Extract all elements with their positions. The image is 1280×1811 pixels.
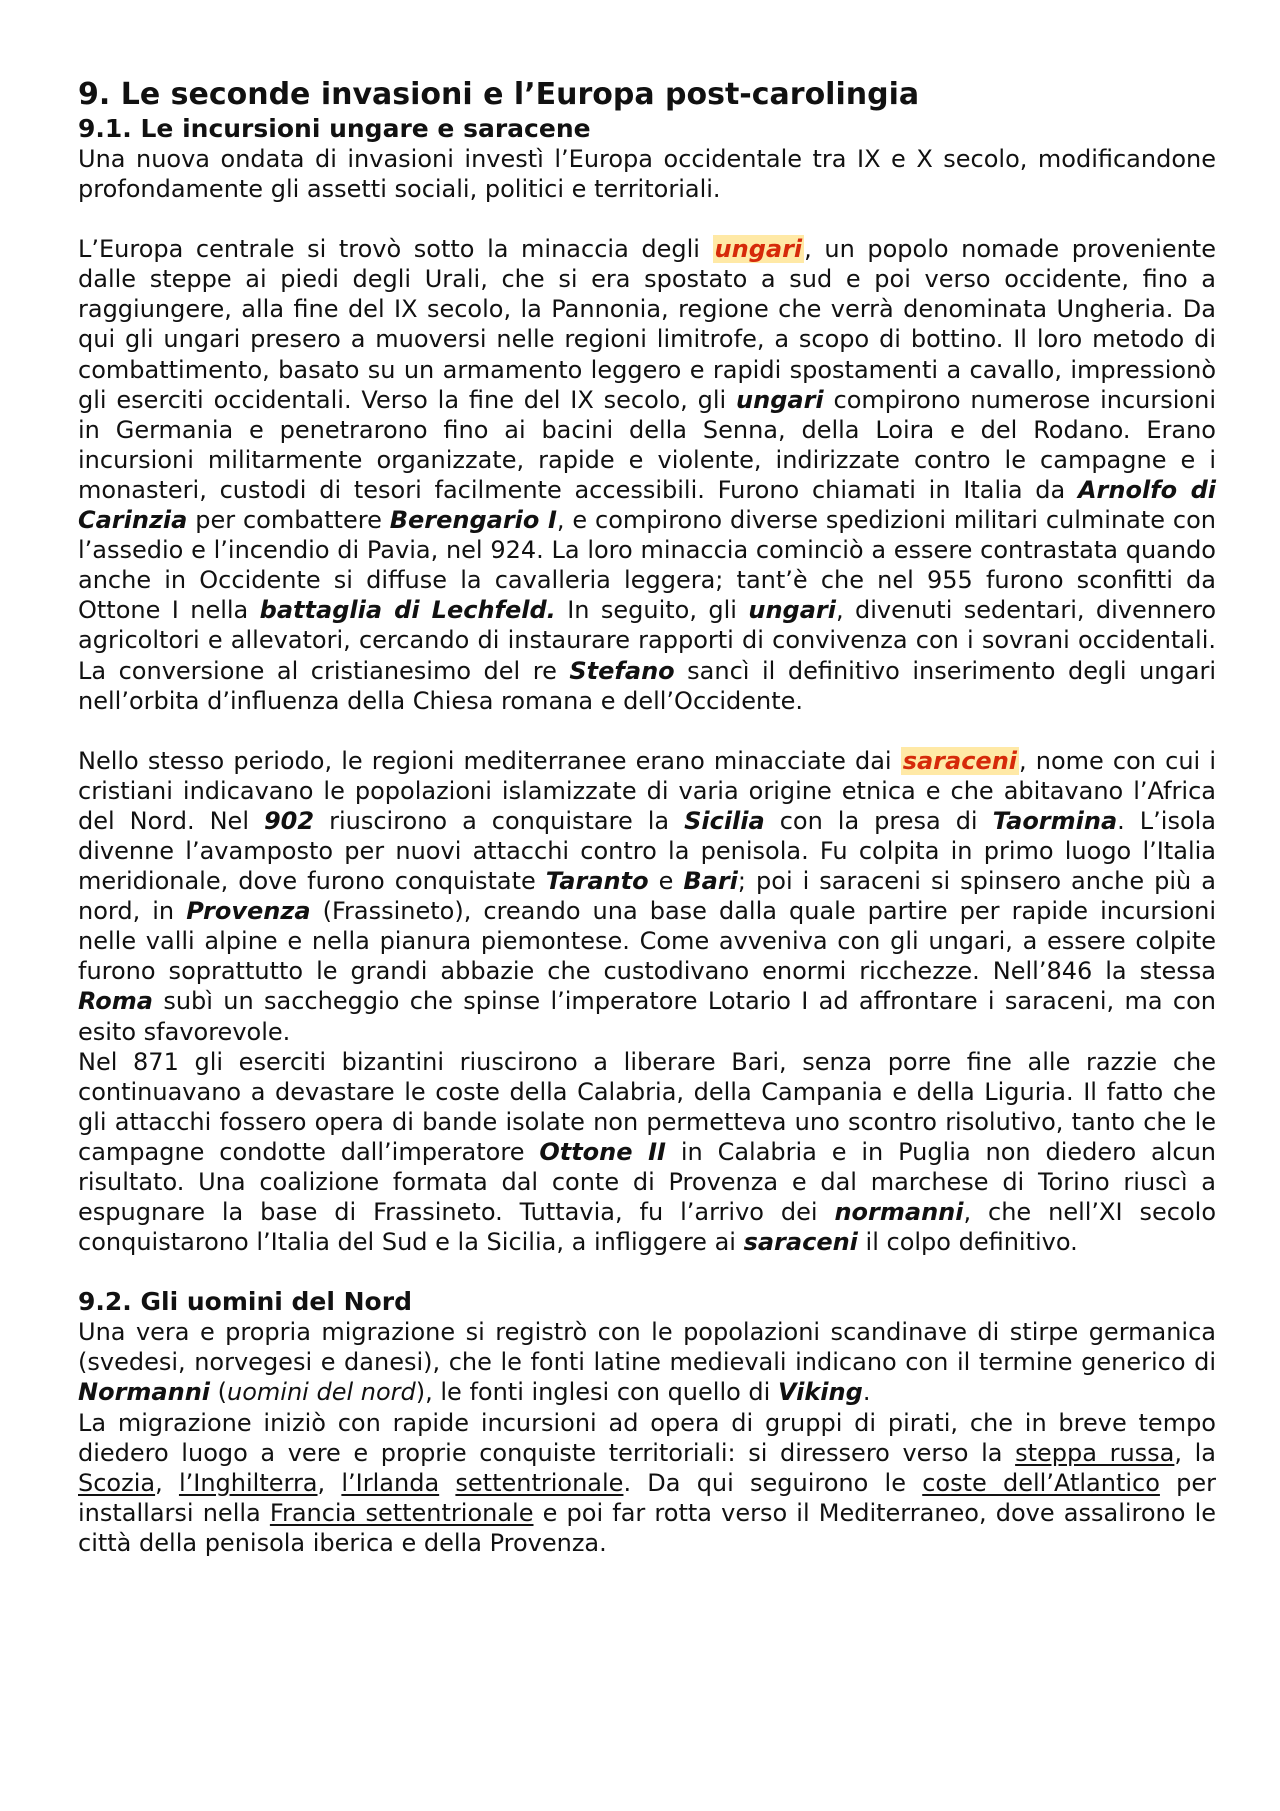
- emphasis-sicilia: Sicilia: [684, 806, 765, 835]
- intro-paragraph: Una nuova ondata di invasioni investì l’Europa occidentale tra IX e X secolo, modificandone profondamente gli assetti sociali, politici e territoriali.: [78, 145, 1216, 204]
- emphasis-saraceni: saraceni: [743, 1228, 858, 1257]
- underline-coste-atlantico: coste dell’Atlantico: [922, 1468, 1160, 1497]
- highlight-saraceni: saraceni: [902, 746, 1018, 775]
- migrazione-paragraph: La migrazione iniziò con rapide incursioni ad opera di gruppi di pirati, che in breve tempo diedero luogo a vere e proprie conquiste territoriali: si diressero verso la steppa russa, la Scozia, l’Inghilterra, l’Irlanda settentrionale. Da qui seguirono le coste dell’Atlantico per installarsi nella Francia settentrionale e poi far rotta verso il Mediterraneo, dove assalirono le città della penisola iberica e della Provenza.: [78, 1408, 1217, 1557]
- emphasis-lechfeld: battaglia di Lechfeld.: [259, 596, 556, 625]
- emphasis-ungari-2: ungari: [748, 596, 836, 625]
- emphasis-ottone-ii: Ottone II: [539, 1137, 666, 1166]
- emphasis-taranto: Taranto: [545, 867, 649, 896]
- emphasis-provenza: Provenza: [186, 897, 311, 926]
- highlight-ungari: ungari: [714, 235, 803, 264]
- emphasis-roma: Roma: [78, 987, 153, 1016]
- emphasis-viking: Viking: [777, 1378, 863, 1407]
- emphasis-taormina: Taormina: [992, 806, 1118, 835]
- saraceni-paragraph: Nello stesso periodo, le regioni mediterranee erano minacciate dai saraceni, nome con cui i cristiani indicavano le popolazioni islamizzate di varia origine etnica e che abitavano l’Africa del Nord. Nel 902 riuscirono a conquistare la Sicilia con la presa di Taormina. L’isola divenne l’avamposto per nuovi attacchi contro la penisola. Fu colpita in primo luogo l’Italia meridionale, dove furono conquistate Taranto e Bari; poi i saraceni si spinsero anche più a nord, in Provenza (Frassineto), creando una base dalla quale partire per rapide incursioni nelle valli alpine e nella pianura piemontese. Come avveniva con gli ungari, a essere colpite furono soprattutto le grandi abbazie che custodivano enormi ricchezze. Nell’846 la stessa Roma subì un saccheggio che spinse l’imperatore Lotario I ad affrontare i saraceni, ma con esito sfavorevole.: [78, 746, 1217, 1046]
- underline-inghilterra: l’Inghilterra: [178, 1468, 318, 1497]
- emphasis-berengario: Berengario I: [389, 506, 557, 535]
- ungari-paragraph: L’Europa centrale si trovò sotto la minaccia degli ungari, un popolo nomade proveniente dalle steppe ai piedi degli Urali, che si era spostato a sud e poi verso occidente, fino a raggiungere, alla fine del IX secolo, la Pannonia, regione che verrà denominata Ungheria. Da qui gli ungari presero a muoversi nelle regioni limitrofe, a scopo di bottino. Il loro metodo di combattimento, basato su un armamento leggero e rapidi spostamenti a cavallo, impressionò gli eserciti occidentali. Verso la fine del IX secolo, gli ungari compirono numerose incursioni in Germania e penetrarono fino ai bacini della Senna, della Loira e del Rodano. Erano incursioni militarmente organizzate, rapide e violente, indirizzate contro le campagne e i monasteri, custodi di tesori facilmente accessibili. Furono chiamati in Italia da Arnolfo di Carinzia per combattere Berengario I, e compirono diverse spedizioni militari culminate con l’assedio e l’incendio di Pavia, nel 924. La loro minaccia cominciò a essere contrastata quando anche in Occidente si diffuse la cavalleria leggera; tant’è che nel 955 furono sconfitti da Ottone I nella battaglia di Lechfeld. In seguito, gli ungari, divenuti sedentari, divennero agricoltori e allevatori, cercando di instaurare rapporti di convivenza con i sovrani occidentali. La conversione al cristianesimo del re Stefano sancì il definitivo inserimento degli ungari nell’orbita d’influenza della Chiesa romana e dell’Occidente.: [78, 235, 1217, 715]
- emphasis-stefano: Stefano: [569, 656, 675, 685]
- emphasis-902: 902: [263, 806, 315, 835]
- emphasis-bari: Bari: [683, 867, 738, 896]
- underline-francia-settentrionale: Francia settentrionale: [269, 1498, 534, 1527]
- section-heading-9-1: 9.1. Le incursioni ungare e saracene: [78, 114, 591, 143]
- chapter-title: 9. Le seconde invasioni e l’Europa post-carolingia: [78, 77, 920, 112]
- paragraph-spacer: [78, 1257, 1216, 1287]
- underline-settentrionale: settentrionale: [455, 1468, 624, 1497]
- paragraph-spacer: [78, 204, 1216, 234]
- section-heading-9-2: 9.2. Gli uomini del Nord: [78, 1287, 412, 1317]
- underline-scozia: Scozia: [78, 1468, 156, 1497]
- normanni-paragraph: Una vera e propria migrazione si registrò con le popolazioni scandinave di stirpe germanica (svedesi, norvegesi e danesi), che le fonti latine medievali indicano con il termine generico di Normanni (uomini del nord), le fonti inglesi con quello di Viking.: [78, 1318, 1216, 1407]
- emphasis-normanni: normanni: [834, 1198, 964, 1227]
- underline-irlanda: l’Irlanda: [341, 1468, 440, 1497]
- underline-steppa-russa: steppa russa: [1015, 1438, 1175, 1467]
- bizantini-paragraph: Nel 871 gli eserciti bizantini riuscirono a liberare Bari, senza porre fine alle razzie che continuavano a devastare le coste della Calabria, della Campania e della Liguria. Il fatto che gli attacchi fossero opera di bande isolate non permetteva uno scontro risolutivo, tanto che le campagne condotte dall’imperatore Ottone II in Calabria e in Puglia non diedero alcun risultato. Una coalizione formata dal conte di Provenza e dal marchese di Torino riuscì a espugnare la base di Frassineto. Tuttavia, fu l’arrivo dei normanni, che nell’XI secolo conquistarono l’Italia del Sud e la Sicilia, a infliggere ai saraceni il colpo definitivo.: [78, 1047, 1217, 1257]
- emphasis-arnolfo: Arnolfo di Carinzia: [78, 475, 1217, 535]
- emphasis-normanni-term: Normanni: [78, 1378, 211, 1407]
- paragraph-spacer: [78, 716, 1216, 746]
- emphasis-ungari: ungari: [736, 385, 824, 414]
- italic-uomini-del-nord: uomini del nord: [227, 1378, 416, 1407]
